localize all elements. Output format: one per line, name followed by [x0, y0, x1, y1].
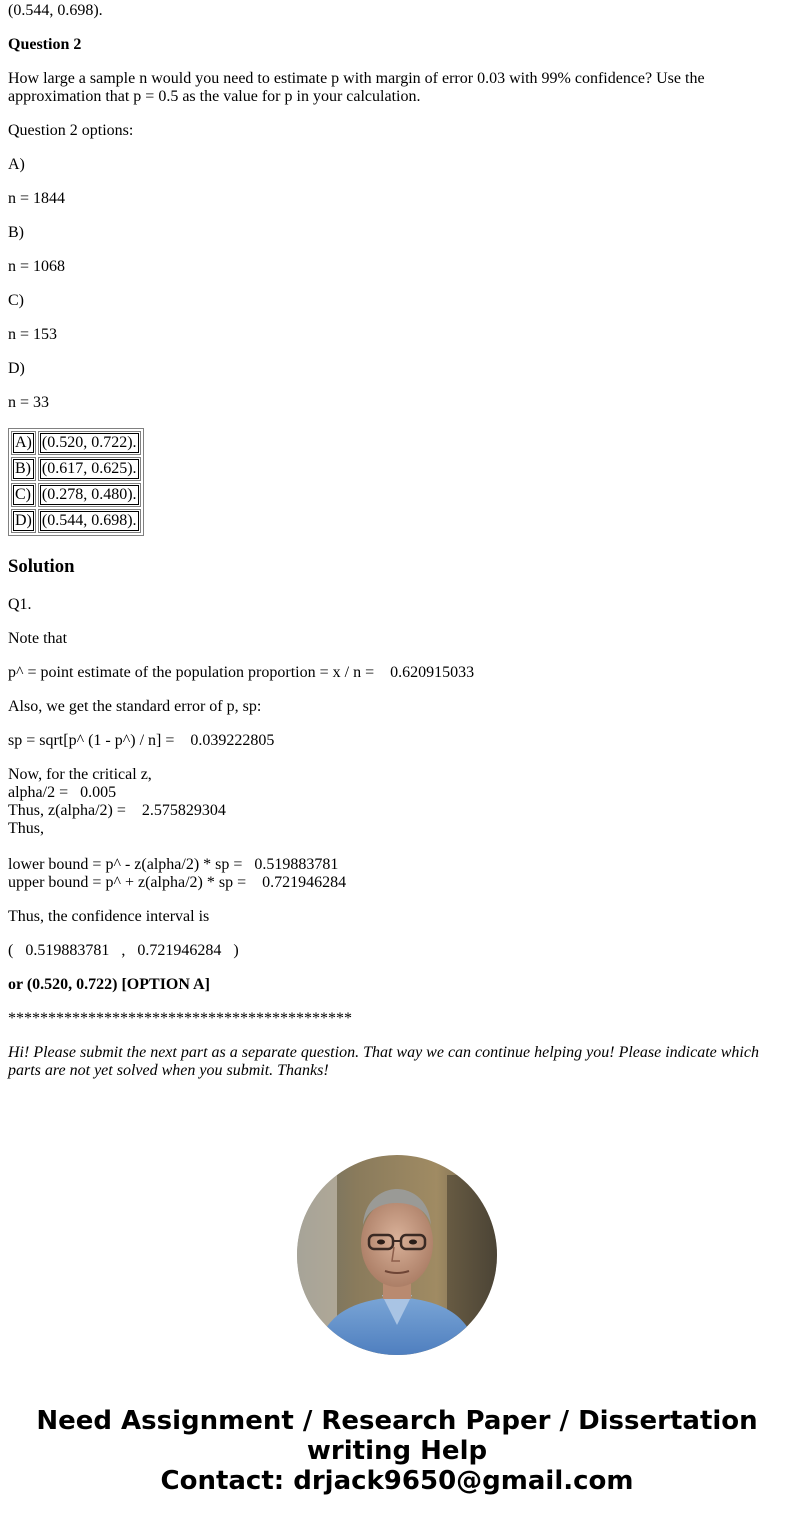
lower-bound-line: lower bound = p^ - z(alpha/2) * sp = 0.519883781: [8, 856, 339, 873]
contact-footer: [0, 1406, 794, 1496]
standard-error-intro: Also, we get the standard error of p, sp:: [8, 698, 262, 715]
footer-contact-line: Contact: drjack9650@gmail.com: [160, 1466, 634, 1496]
critical-line: Thus,: [8, 820, 44, 837]
critical-line: Thus, z(alpha/2) = 2.575829304: [8, 802, 226, 819]
ci-intro: Thus, the confidence interval is: [8, 908, 210, 925]
option-a-value: n = 1844: [8, 190, 66, 207]
person-photo-icon: [297, 1155, 497, 1355]
table-row: [11, 509, 141, 533]
table-row: [11, 457, 141, 481]
table-row: [11, 431, 141, 455]
option-b-letter: B): [8, 224, 24, 241]
question-2-title: Question 2: [8, 36, 82, 53]
solution-q-label: Q1.: [8, 596, 32, 613]
closing-note: Hi! Please submit the next part as a separate question. That way we can continue helping you! Please indicate which parts are not yet solved when you submit. Thanks!: [8, 1044, 759, 1079]
option-d-letter: D): [8, 360, 25, 377]
question-2-options-heading: Question 2 options:: [8, 122, 134, 139]
final-answer: or (0.520, 0.722) [OPTION A]: [8, 976, 210, 993]
upper-bound-line: upper bound = p^ + z(alpha/2) * sp = 0.721946284: [8, 874, 347, 891]
critical-value-block: [8, 766, 786, 892]
table-option-letter: B): [13, 459, 34, 479]
table-option-letter: C): [13, 485, 34, 505]
avatar: [297, 1155, 497, 1355]
question-2-text: How large a sample n would you need to estimate p with margin of error 0.03 with 99% confidence? Use the approximation that p = 0.5 as the value for p in your calculation.: [8, 70, 705, 105]
table-option-letter: D): [15, 512, 32, 529]
table-row: [11, 483, 141, 507]
solution-heading: Solution: [8, 556, 75, 577]
table-option-letter: A): [15, 434, 32, 451]
option-a-letter: A): [8, 156, 25, 173]
options-table: [8, 428, 144, 536]
standard-error-line: sp = sqrt[p^ (1 - p^) / n] = 0.039222805: [8, 732, 275, 749]
option-c-letter: C): [8, 292, 24, 309]
solution-note: Note that: [8, 630, 68, 647]
critical-line: Now, for the critical z,: [8, 766, 152, 783]
document: [0, 2, 794, 1080]
footer-line-2: writing Help: [306, 1436, 488, 1466]
table-option-value: (0.544, 0.698).: [41, 512, 137, 529]
table-option-value: (0.520, 0.722).: [41, 434, 137, 451]
table-option-value: (0.617, 0.625).: [41, 460, 137, 477]
option-c-value: n = 153: [8, 326, 58, 343]
point-estimate-line: p^ = point estimate of the population proportion = x / n = 0.620915033: [8, 664, 475, 681]
critical-line: alpha/2 = 0.005: [8, 784, 117, 801]
footer-line-1: Need Assignment / Research Paper / Dissertation: [36, 1406, 758, 1436]
table-option-value: (0.278, 0.480).: [41, 486, 137, 503]
separator-stars: *******************************************: [8, 1010, 352, 1027]
option-d-value: n = 33: [8, 394, 50, 411]
previous-answer-line: (0.544, 0.698).: [8, 2, 103, 19]
option-b-value: n = 1068: [8, 258, 66, 275]
ci-value: ( 0.519883781 , 0.721946284 ): [8, 942, 239, 959]
